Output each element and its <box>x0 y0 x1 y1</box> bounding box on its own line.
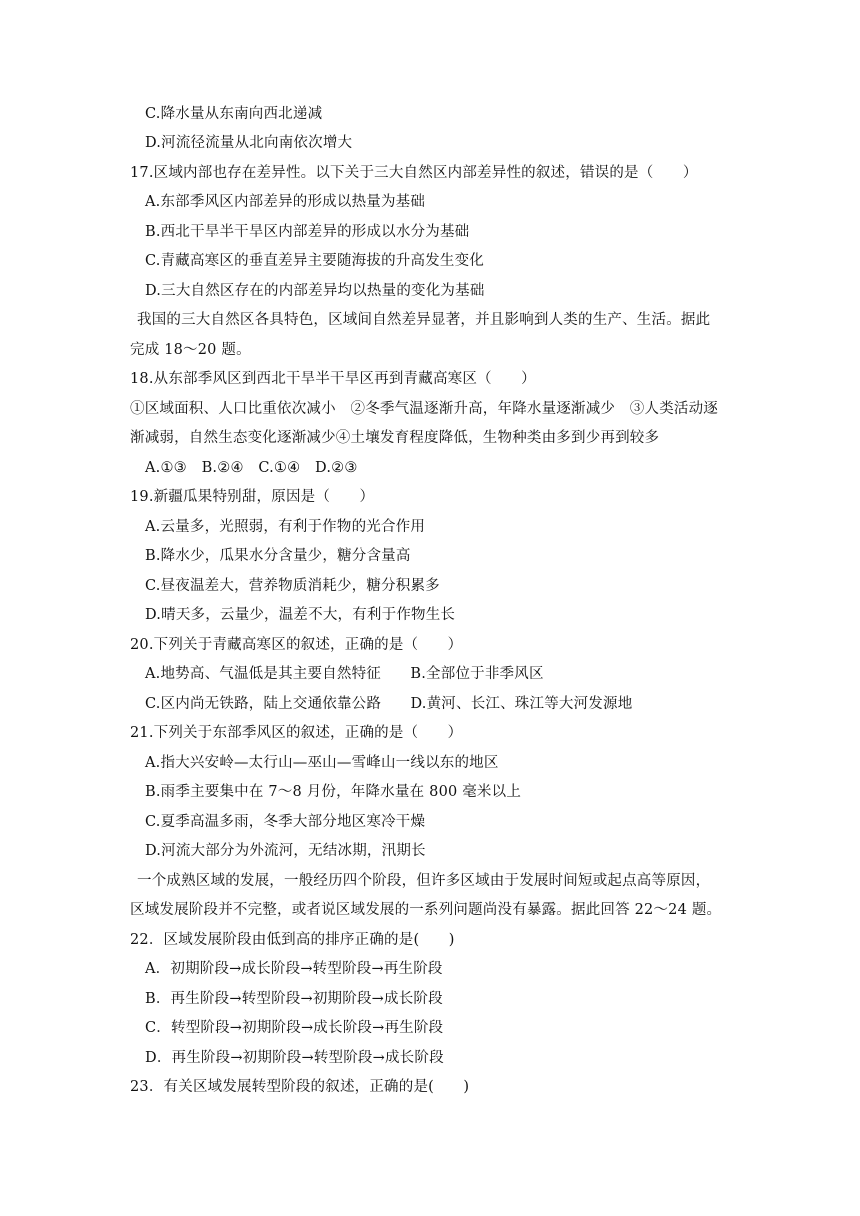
option-17b: B.西北干旱半干旱区内部差异的形成以水分为基础 <box>145 224 470 240</box>
question-19: 19.新疆瓜果特别甜，原因是（ ） <box>130 489 375 505</box>
option-19a: A.云量多，光照弱，有利于作物的光合作用 <box>145 519 426 535</box>
question-18: 18.从东部季风区到西北干旱半干旱区再到青藏高寒区（ ） <box>130 371 536 387</box>
option-21c: C.夏季高温多雨，冬季大部分地区寒冷干燥 <box>145 814 426 830</box>
option-19b: B.降水少，瓜果水分含量少，糖分含量高 <box>145 548 411 564</box>
option-21d: D.河流大部分为外流河，无结冰期，汛期长 <box>145 843 426 859</box>
option-16c: C.降水量从东南向西北递减 <box>145 106 323 122</box>
question-21: 21.下列关于东部季风区的叙述，正确的是（ ） <box>130 725 463 741</box>
question-22: 22．区域发展阶段由低到高的排序正确的是( ) <box>130 932 455 948</box>
option-22c: C．转型阶段→初期阶段→成长阶段→再生阶段 <box>145 1020 444 1036</box>
option-17d: D.三大自然区存在的内部差异均以热量的变化为基础 <box>145 283 485 299</box>
option-21a: A.指大兴安岭—太行山—巫山—雪峰山一线以东的地区 <box>145 755 499 771</box>
question-23: 23．有关区域发展转型阶段的叙述，正确的是( ) <box>130 1079 470 1095</box>
passage-22-24-line1: 一个成熟区域的发展，一般经历四个阶段，但许多区域由于发展时间短或起点高等原因， <box>137 873 711 889</box>
option-17c: C.青藏高寒区的垂直差异主要随海拔的升高发生变化 <box>145 253 484 269</box>
question-18-statements-line1: ①区域面积、人口比重依次减小 ②冬季气温逐渐升高，年降水量逐渐减少 ③人类活动逐 <box>130 401 718 417</box>
options-18: A.①③ B.②④ C.①④ D.②③ <box>145 460 358 476</box>
options-20cd: C.区内尚无铁路，陆上交通依靠公路 D.黄河、长江、珠江等大河发源地 <box>145 696 633 712</box>
option-19c: C.昼夜温差大，营养物质消耗少，糖分积累多 <box>145 578 440 594</box>
question-18-statements-line2: 渐减弱，自然生态变化逐渐减少④土壤发育程度降低，生物种类由多到少再到较多 <box>130 430 660 446</box>
option-21b: B.雨季主要集中在 7～8 月份，年降水量在 800 毫米以上 <box>145 784 522 800</box>
option-22a: A．初期阶段→成长阶段→转型阶段→再生阶段 <box>145 961 443 977</box>
passage-18-20-line1: 我国的三大自然区各具特色，区域间自然差异显著，并且影响到人类的生产、生活。据此 <box>137 312 711 328</box>
options-20ab: A.地势高、气温低是其主要自然特征 B.全部位于非季风区 <box>145 666 544 682</box>
passage-18-20-line2: 完成 18～20 题。 <box>130 342 251 358</box>
option-17a: A.东部季风区内部差异的形成以热量为基础 <box>145 194 426 210</box>
option-22b: B．再生阶段→转型阶段→初期阶段→成长阶段 <box>145 991 443 1007</box>
option-19d: D.晴天多，云量少，温差不大，有利于作物生长 <box>145 607 456 623</box>
question-20: 20.下列关于青藏高寒区的叙述，正确的是（ ） <box>130 637 463 653</box>
option-22d: D．再生阶段→初期阶段→转型阶段→成长阶段 <box>145 1050 444 1066</box>
question-17: 17.区域内部也存在差异性。以下关于三大自然区内部差异性的叙述，错误的是（ ） <box>130 165 698 181</box>
option-16d: D.河流径流量从北向南依次增大 <box>145 135 353 151</box>
passage-22-24-line2: 区域发展阶段并不完整，或者说区域发展的一系列问题尚没有暴露。据此回答 22～24 题。 <box>130 902 722 918</box>
